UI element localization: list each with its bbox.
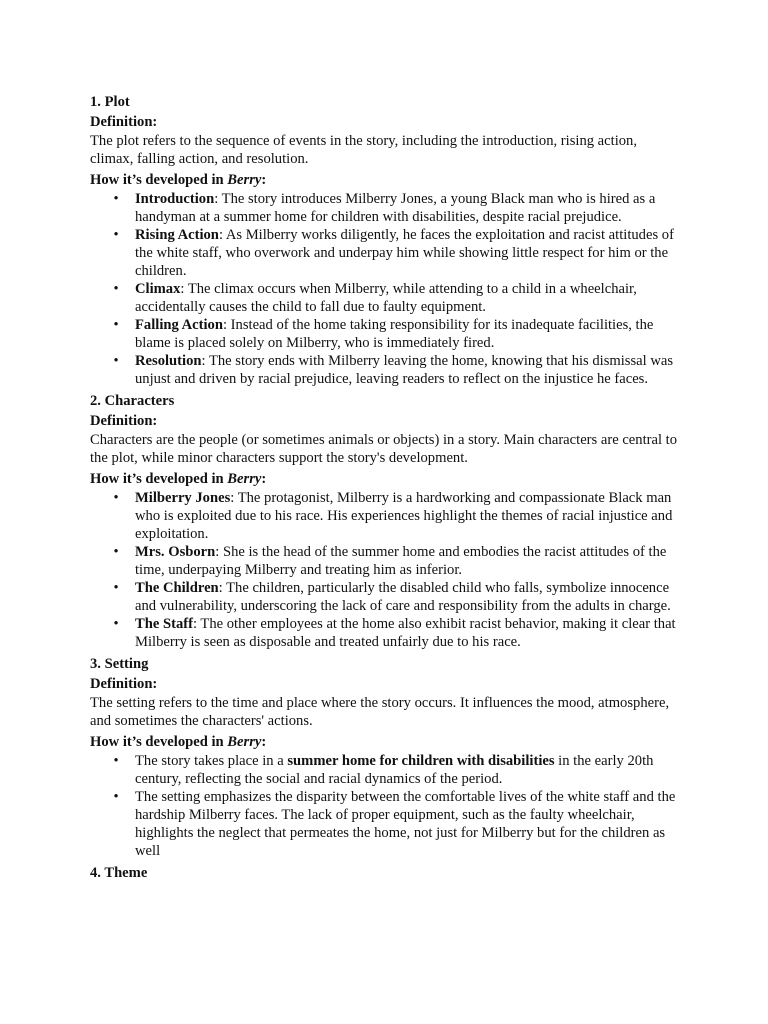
list-item bbox=[113, 615, 682, 651]
item-text: : The children, particularly the disabled child who falls, symbolize innocence and vulnerability, underscoring the lack of care and responsibility from the adults in charge. bbox=[135, 580, 671, 614]
document-body bbox=[90, 92, 682, 884]
item-text-pre: The story takes place in a bbox=[135, 753, 288, 769]
bullet-icon: • bbox=[113, 191, 119, 207]
section-plot bbox=[90, 92, 682, 388]
list-item bbox=[113, 352, 682, 388]
item-text: : Instead of the home taking responsibility for its inadequate facilities, the blame is placed solely on Milberry, who is immediately fired. bbox=[135, 317, 654, 351]
item-text: : She is the head of the summer home and embodies the racist attitudes of the time, underpaying Milberry and treating him as inferior. bbox=[135, 544, 667, 578]
bullet-icon: • bbox=[113, 616, 119, 632]
item-lead: Falling Action bbox=[135, 317, 223, 333]
item-text: : As Milberry works diligently, he faces the exploitation and racist attitudes of the white staff, who overwork and underpay him while showing little respect for him or the children. bbox=[135, 227, 674, 279]
item-lead: Introduction bbox=[135, 191, 215, 207]
bullet-list bbox=[90, 752, 682, 860]
how-prefix: How it’s developed in bbox=[90, 734, 228, 750]
item-text-pre: The setting emphasizes the disparity between the comfortable lives of the white staff and the hardship Milberry faces. The lack of proper equipment, such as the faulty wheelchair, highlights the neglect that permeates the home, not just for Milberry but for the children as well bbox=[135, 789, 676, 859]
bullet-icon: • bbox=[113, 227, 119, 243]
how-developed-heading bbox=[90, 467, 682, 489]
item-lead: Mrs. Osborn bbox=[135, 544, 216, 560]
definition-text: The plot refers to the sequence of events in the story, including the introduction, rising action, climax, falling action, and resolution. bbox=[90, 133, 637, 167]
how-prefix: How it’s developed in bbox=[90, 471, 228, 487]
how-developed-heading bbox=[90, 168, 682, 190]
item-lead: Milberry Jones bbox=[135, 490, 231, 506]
item-text-post: in the early 20th century, reflecting the social and racial dynamics of the period. bbox=[135, 753, 654, 787]
definition-text: The setting refers to the time and place where the story occurs. It influences the mood, atmosphere, and sometimes the characters' actions. bbox=[90, 695, 670, 729]
list-item bbox=[113, 752, 682, 788]
item-lead: Rising Action bbox=[135, 227, 219, 243]
bullet-icon: • bbox=[113, 281, 119, 297]
how-developed-heading bbox=[90, 730, 682, 752]
section-characters bbox=[90, 391, 682, 651]
bullet-icon: • bbox=[113, 753, 119, 769]
bullet-icon: • bbox=[113, 353, 119, 369]
bullet-icon: • bbox=[113, 789, 119, 805]
work-title: Berry bbox=[227, 172, 262, 188]
item-lead: The Children bbox=[135, 580, 219, 596]
section-setting bbox=[90, 654, 682, 860]
list-item bbox=[113, 788, 682, 860]
how-prefix: How it’s developed in bbox=[90, 172, 228, 188]
how-suffix: : bbox=[261, 172, 267, 188]
item-lead: Resolution bbox=[135, 353, 202, 369]
section-theme bbox=[90, 863, 682, 884]
list-item bbox=[113, 316, 682, 352]
work-title: Berry bbox=[227, 471, 262, 487]
item-lead: The Staff bbox=[135, 616, 193, 632]
item-text: : The story introduces Milberry Jones, a young Black man who is hired as a handyman at a summer home for children with disabilities, despite racial prejudice. bbox=[135, 191, 656, 225]
item-text: : The climax occurs when Milberry, while attending to a child in a wheelchair, accidentally causes the child to fall due to faulty equipment. bbox=[135, 281, 637, 315]
bullet-icon: • bbox=[113, 490, 119, 506]
list-item bbox=[113, 226, 682, 280]
list-item bbox=[113, 543, 682, 579]
how-suffix: : bbox=[261, 734, 267, 750]
bullet-icon: • bbox=[113, 580, 119, 596]
bullet-list bbox=[90, 190, 682, 388]
how-suffix: : bbox=[261, 471, 267, 487]
section-heading: 3. Setting bbox=[90, 656, 149, 672]
section-heading: 1. Plot bbox=[90, 94, 130, 110]
list-item bbox=[113, 280, 682, 316]
item-text: : The story ends with Milberry leaving the home, knowing that his dismissal was unjust and driven by racial prejudice, leaving readers to reflect on the injustice he faces. bbox=[135, 353, 674, 387]
item-text: : The other employees at the home also exhibit racist behavior, making it clear that Milberry is seen as disposable and treated unfairly due to his race. bbox=[135, 616, 676, 650]
bullet-icon: • bbox=[113, 317, 119, 333]
bullet-list bbox=[90, 489, 682, 651]
section-heading: 4. Theme bbox=[90, 865, 148, 881]
work-title: Berry bbox=[227, 734, 262, 750]
item-lead: Climax bbox=[135, 281, 181, 297]
definition-label: Definition: bbox=[90, 114, 158, 130]
definition-label: Definition: bbox=[90, 413, 158, 429]
list-item bbox=[113, 579, 682, 615]
definition-label: Definition: bbox=[90, 676, 158, 692]
list-item bbox=[113, 190, 682, 226]
item-emphasis: summer home for children with disabilities bbox=[287, 753, 555, 769]
section-heading: 2. Characters bbox=[90, 393, 175, 409]
definition-text: Characters are the people (or sometimes animals or objects) in a story. Main characters are central to the plot, while minor characters support the story's development. bbox=[90, 432, 678, 466]
list-item bbox=[113, 489, 682, 543]
bullet-icon: • bbox=[113, 544, 119, 560]
item-text: : The protagonist, Milberry is a hardworking and compassionate Black man who is exploited due to his race. His experiences highlight the themes of racial injustice and exploitation. bbox=[135, 490, 673, 542]
